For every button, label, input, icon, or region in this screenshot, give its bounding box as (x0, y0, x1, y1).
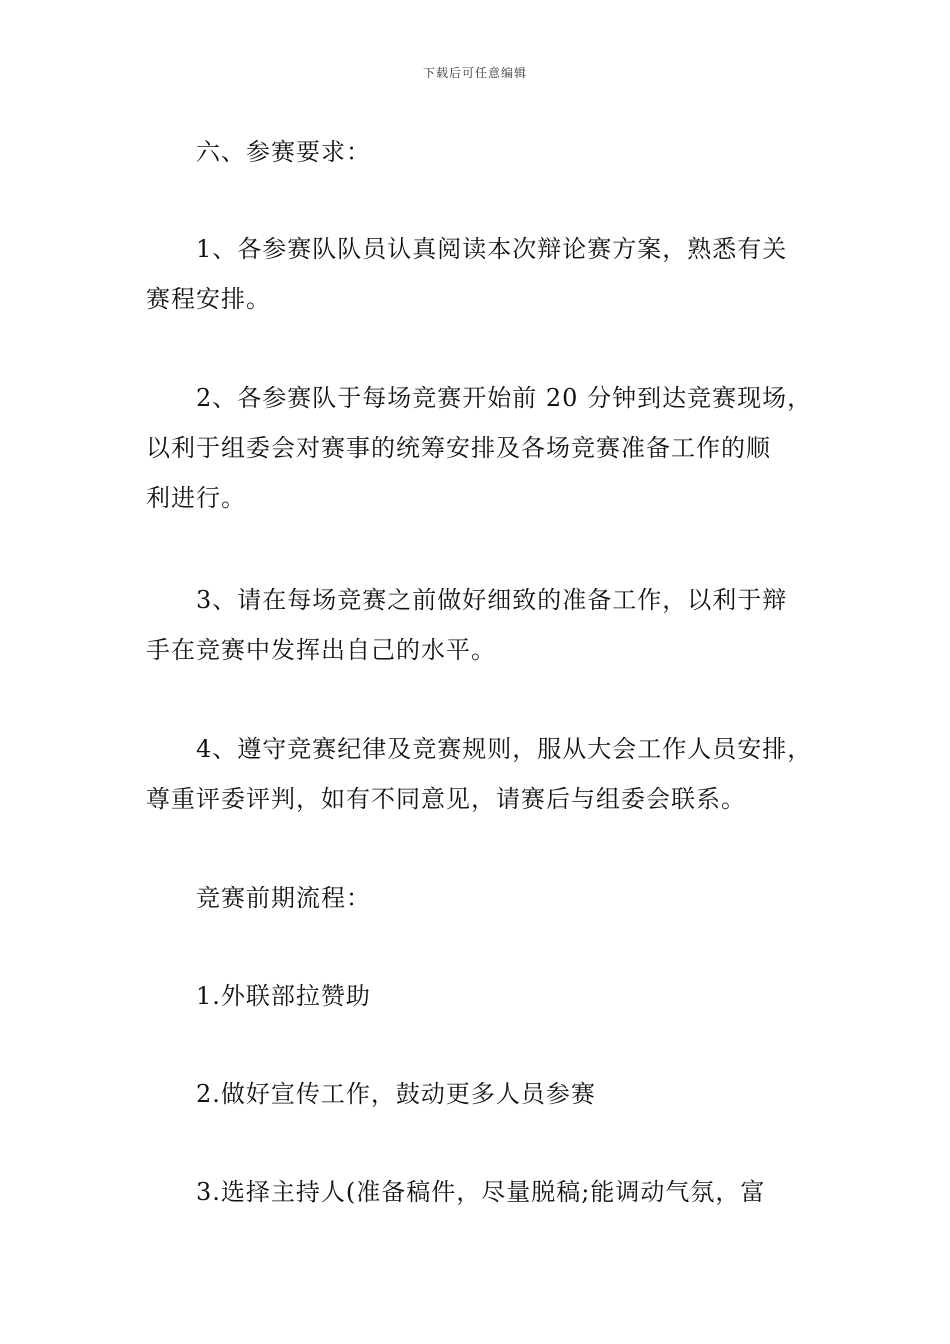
requirement-2 (146, 373, 813, 523)
requirement-3-line-2: 手在竞赛中发挥出自己的水平。 (146, 636, 496, 664)
section-title: 六、参赛要求： (196, 138, 371, 166)
process-title: 竞赛前期流程： (196, 884, 371, 912)
requirement-1-line-1: 1、各参赛队队员认真阅读本次辩论赛方案，熟悉有关 (196, 235, 788, 263)
process-step-1: 1.外联部拉赞助 (196, 982, 371, 1010)
requirement-2-line-2: 以利于组委会对赛事的统筹安排及各场竞赛准备工作的顺 (146, 434, 771, 462)
requirement-4-line-1: 4、遵守竞赛纪律及竞赛规则，服从大会工作人员安排， (196, 735, 813, 763)
page-header: 下载后可任意编辑 (422, 66, 527, 80)
requirement-4-line-2: 尊重评委评判，如有不同意见，请赛后与组委会联系。 (146, 785, 746, 813)
process-step-3: 3.选择主持人(准备稿件，尽量脱稿;能调动气氛，富 (196, 1178, 766, 1206)
requirement-2-line-1: 2、各参赛队于每场竞赛开始前 20 分钟到达竞赛现场， (196, 384, 813, 412)
process-step-2: 2.做好宣传工作，鼓动更多人员参赛 (196, 1080, 596, 1108)
requirement-1 (146, 224, 806, 324)
requirement-3 (146, 575, 806, 675)
requirement-1-line-2: 赛程安排。 (146, 285, 271, 313)
requirement-3-line-1: 3、请在每场竞赛之前做好细致的准备工作，以利于辩 (196, 586, 788, 614)
requirement-4 (146, 724, 813, 824)
requirement-2-line-3: 利进行。 (146, 484, 246, 512)
